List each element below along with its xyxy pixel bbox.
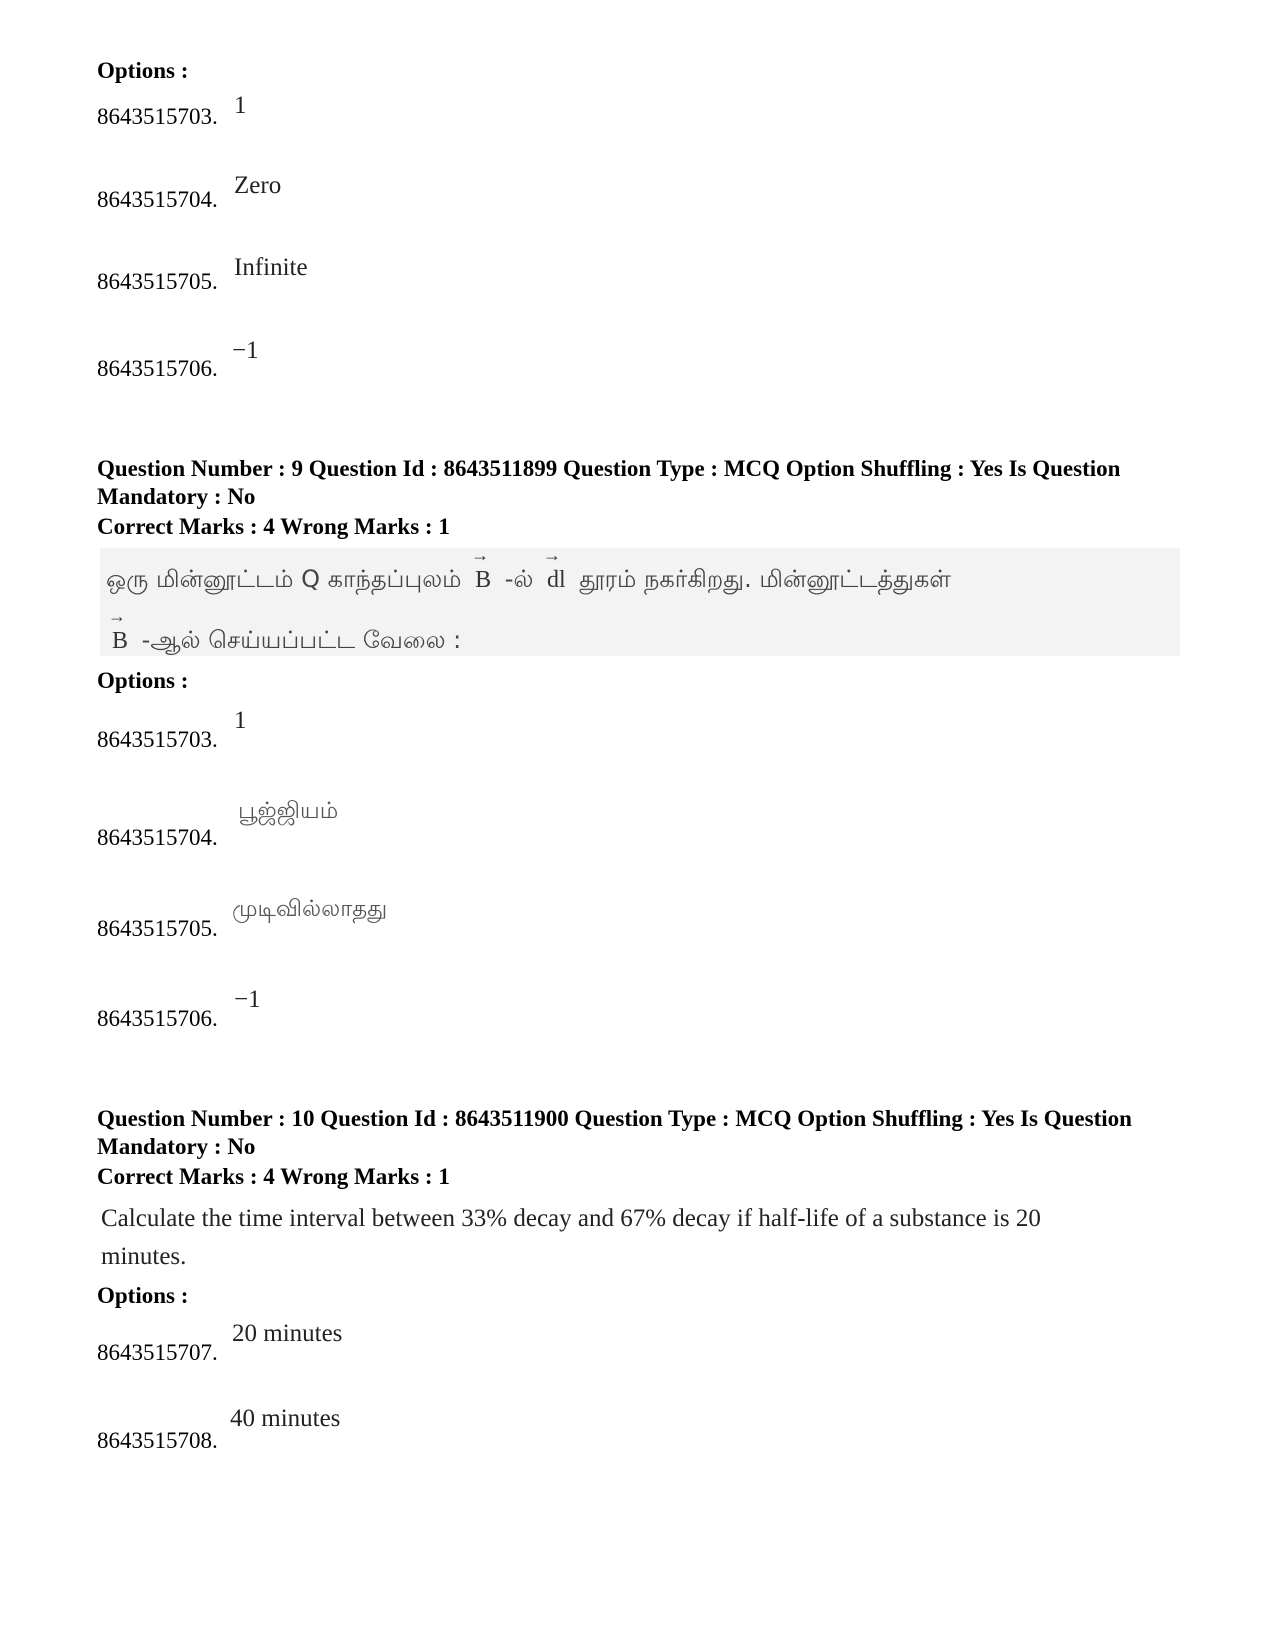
vector-b: → B bbox=[471, 545, 492, 593]
option-id: 8643515704. bbox=[97, 187, 218, 212]
option-text: Infinite bbox=[234, 254, 308, 281]
option-text: −1 bbox=[234, 986, 261, 1013]
question-header: Question Number : 10 Question Id : 8643511900 Question Type : MCQ Option Shuffling : Yes Is Question Mandatory : No bbox=[97, 1106, 1132, 1159]
options-label: Options : bbox=[97, 58, 189, 83]
option-text: Zero bbox=[234, 172, 282, 199]
vector-dl: → dl bbox=[543, 545, 566, 593]
option-text: −1 bbox=[232, 337, 259, 364]
option-text: பூஜ்ஜியம் bbox=[238, 798, 339, 824]
options-label: Options : bbox=[97, 668, 189, 693]
options-label: Options : bbox=[97, 1283, 189, 1308]
option-id: 8643515705. bbox=[97, 916, 218, 941]
option-id: 8643515705. bbox=[97, 269, 218, 294]
option-id: 8643515706. bbox=[97, 1006, 218, 1031]
question-image bbox=[100, 545, 1180, 656]
question-text-part: ஒரு மின்னூட்டம் Q காந்தப்புலம் bbox=[106, 565, 462, 593]
option-id: 8643515706. bbox=[97, 356, 218, 381]
question-header: Question Number : 9 Question Id : 8643511899 Question Type : MCQ Option Shuffling : Yes Is Question Mandatory : No bbox=[97, 456, 1121, 509]
option-text: 20 minutes bbox=[232, 1320, 343, 1347]
option-id: 8643515708. bbox=[97, 1428, 218, 1453]
option-id: 8643515707. bbox=[97, 1340, 218, 1365]
option-id: 8643515703. bbox=[97, 727, 218, 752]
question-marks: Correct Marks : 4 Wrong Marks : 1 bbox=[97, 514, 450, 539]
option-id: 8643515704. bbox=[97, 825, 218, 850]
option-id: 8643515703. bbox=[97, 104, 218, 129]
question-marks: Correct Marks : 4 Wrong Marks : 1 bbox=[97, 1164, 450, 1189]
question-text-part: -ல் bbox=[504, 565, 534, 593]
option-text: முடிவில்லாதது bbox=[232, 896, 388, 922]
option-text: 1 bbox=[234, 707, 247, 734]
option-text: 40 minutes bbox=[230, 1405, 341, 1432]
vector-b: → B bbox=[108, 606, 129, 654]
option-text: 1 bbox=[234, 92, 247, 119]
question-text-part: -ஆல் செய்யப்பட்ட வேலை : bbox=[141, 626, 462, 654]
question-text-part: தூரம் நகர்கிறது. மின்னூட்டத்துகள் bbox=[579, 565, 951, 593]
question-text: Calculate the time interval between 33% decay and 67% decay if half-life of a substance is 20 minutes. bbox=[101, 1205, 1041, 1270]
